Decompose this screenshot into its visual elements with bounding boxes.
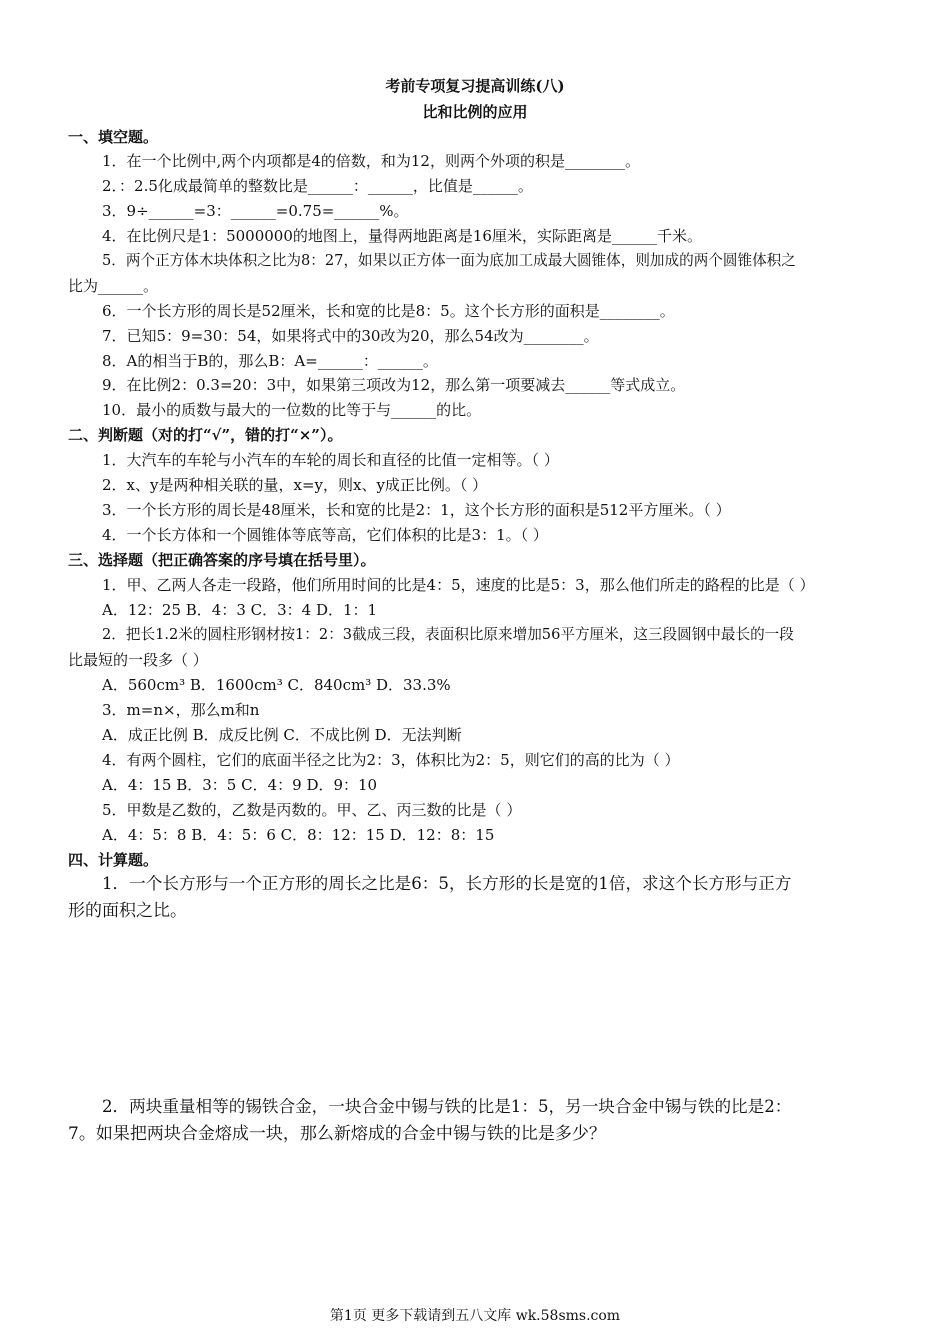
s3-q4-options: A．4：15 B．3：5 C．4：9 D．9：10 xyxy=(102,776,378,794)
s1-q1: 1．在一个比例中,两个内项都是4的倍数，和为12，则两个外项的积是________。 xyxy=(102,152,640,170)
s3-q4: 4．有两个圆柱，它们的底面半径之比为2：3，体积比为2：5，则它们的高的比为（ ） xyxy=(102,751,680,769)
s3-q3: 3．m=n×，那么m和n xyxy=(102,701,260,719)
section3-heading: 三、选择题（把正确答案的序号填在括号里）。 xyxy=(68,551,376,569)
s4-q2-line2: 7。如果把两块合金熔成一块，那么新熔成的合金中锡与铁的比是多少？ xyxy=(68,1124,606,1144)
s3-q1: 1．甲、乙两人各走一段路，他们所用时间的比是4：5，速度的比是5：3，那么他们所走的路程的比是（ ） xyxy=(102,576,815,594)
s1-q2: 2．：2.5化成最简单的整数比是______：______，比值是______。 xyxy=(102,177,533,195)
s4-q1-line1: 1．一个长方形与一个正方形的周长之比是6：5，长方形的长是宽的1倍，求这个长方形与正方 xyxy=(102,874,792,893)
s4-q1-line2: 形的面积之比。 xyxy=(68,901,187,921)
s3-q5: 5．甲数是乙数的，乙数是丙数的。甲、乙、丙三数的比是（ ） xyxy=(102,801,522,819)
s1-q4: 4．在比例尺是1：5000000的地图上，量得两地距离是16厘米，实际距离是______千米。 xyxy=(102,227,702,245)
s2-q2: 2．x、y是两种相关联的量，x=y，则x、y成正比例。（ ） xyxy=(102,476,488,494)
s3-q1-options: A．12：25 B．4：3 C．3：4 D．1：1 xyxy=(102,601,378,619)
s3-q3-options: A．成正比例 B．成反比例 C．不成比例 D．无法判断 xyxy=(102,726,462,744)
page-title: 考前专项复习提高训练(八) xyxy=(385,77,565,95)
page-subtitle: 比和比例的应用 xyxy=(422,103,528,121)
s1-q7: 7．已知5：9=30：54，如果将式中的30改为20，那么54改为________。 xyxy=(102,327,599,345)
s1-q8: 8．A的相当于B的，那么B：A=______：______。 xyxy=(102,352,438,370)
s1-q5-line2: 比为______。 xyxy=(68,277,159,295)
s3-q2-options: A．560cm³ B．1600cm³ C．840cm³ D．33.3% xyxy=(102,676,451,694)
s1-q5-line1: 5．两个正方体木块体积之比为8：27，如果以正方体一面为底加工成最大圆锥体，则加成的两个圆锥体积之 xyxy=(102,252,796,269)
section2-heading: 二、判断题（对的打“√”，错的打“×”）。 xyxy=(68,426,343,444)
section1-heading: 一、填空题。 xyxy=(68,128,159,146)
section4-heading: 四、计算题。 xyxy=(68,851,159,869)
s2-q4: 4．一个长方体和一个圆锥体等底等高，它们体积的比是3：1。（ ） xyxy=(102,526,548,544)
s2-q3: 3．一个长方形的周长是48厘米，长和宽的比是2：1，这个长方形的面积是512平方厘米。（ ） xyxy=(102,501,731,519)
s1-q10: 10．最小的质数与最大的一位数的比等于与______的比。 xyxy=(102,401,482,419)
page-footer: 第1页 更多下载请到五八文库 wk.58sms.com xyxy=(329,1308,621,1324)
s3-q5-options: A．4：5：8 B．4：5：6 C．8：12：15 D．12：8：15 xyxy=(102,826,495,844)
s2-q1: 1．大汽车的车轮与小汽车的车轮的周长和直径的比值一定相等。（ ） xyxy=(102,451,559,469)
s3-q2-line2: 比最短的一段多（ ） xyxy=(68,651,208,669)
s1-q3: 3．9÷______=3：______=0.75=______%。 xyxy=(102,202,409,220)
s1-q9: 9．在比例2：0.3=20：3中，如果第三项改为12，那么第一项要减去______等式成立。 xyxy=(102,376,686,394)
s4-q2-line1: 2．两块重量相等的锡铁合金，一块合金中锡与铁的比是1：5，另一块合金中锡与铁的比是2： xyxy=(102,1097,792,1116)
s1-q6: 6．一个长方形的周长是52厘米，长和宽的比是8：5。这个长方形的面积是________。 xyxy=(102,302,675,320)
s3-q2-line1: 2．把长1.2米的圆柱形钢材按1：2：3截成三段，表面积比原来增加56平方厘米，这三段圆钢中最长的一段 xyxy=(102,626,794,643)
